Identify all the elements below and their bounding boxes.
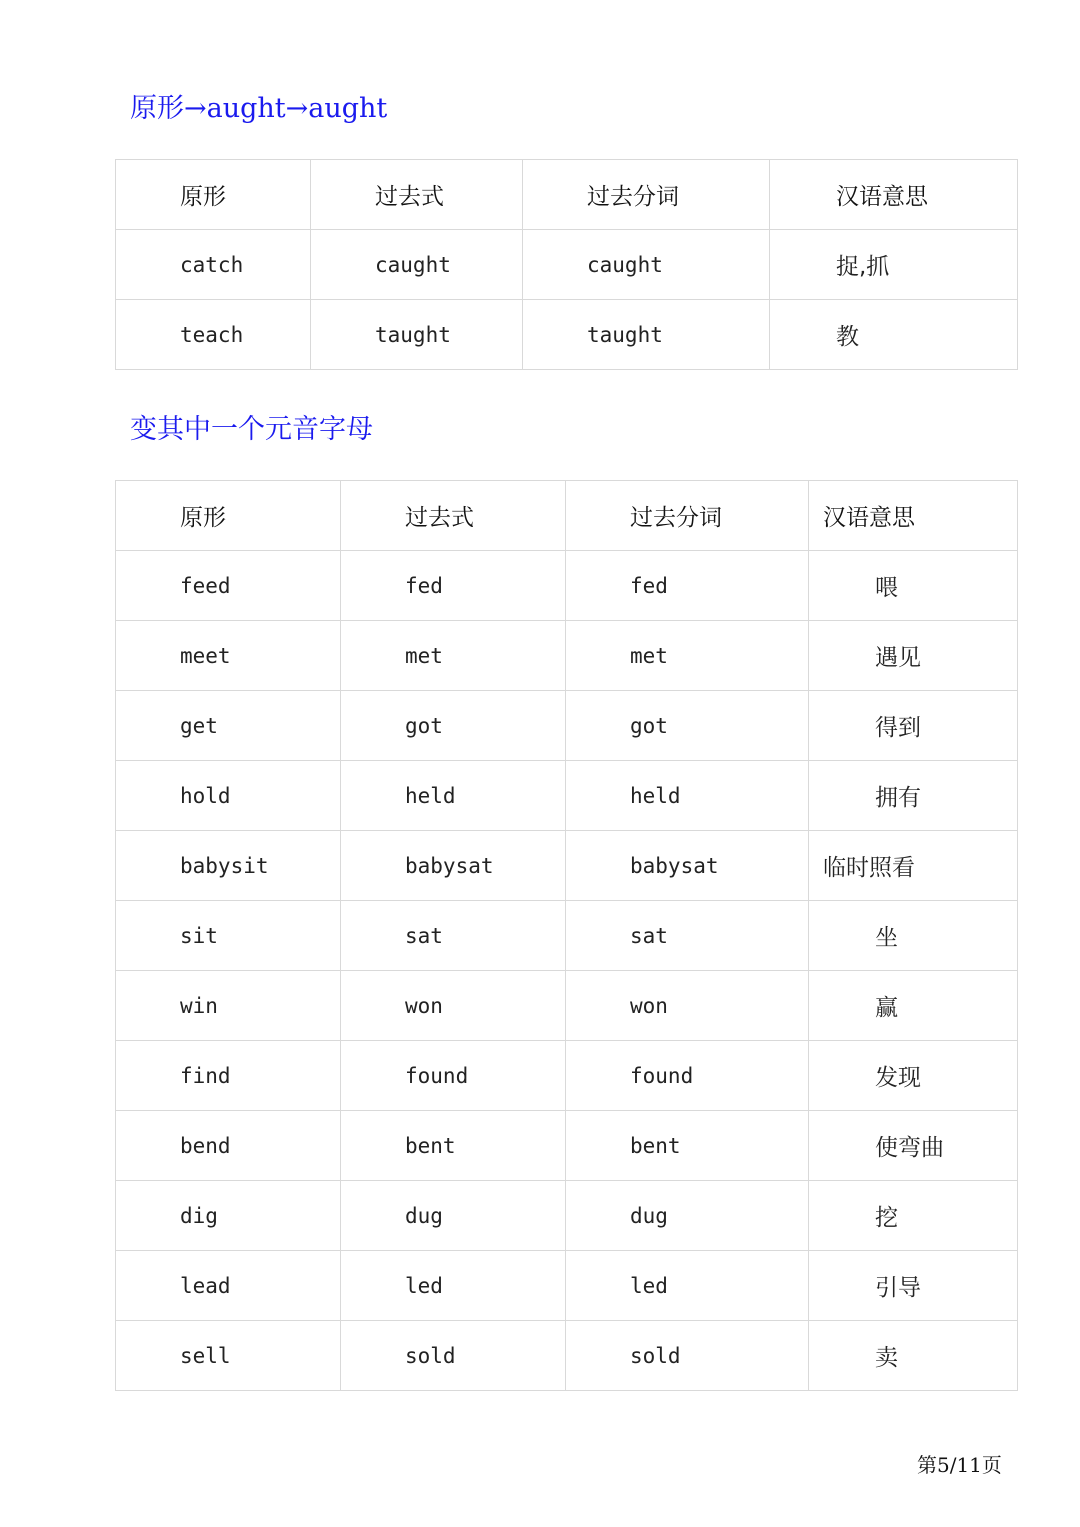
- column-header-chinese-meaning: 汉语意思: [770, 160, 1018, 230]
- cell-past-participle: won: [566, 971, 809, 1041]
- verb-table-vowel-change: [115, 480, 1018, 1391]
- cell-base-form: lead: [116, 1251, 341, 1321]
- cell-chinese-meaning: 使弯曲: [809, 1111, 1018, 1181]
- column-header-past-tense: 过去式: [341, 481, 566, 551]
- cell-past-participle: fed: [566, 551, 809, 621]
- verb-table-aught: [115, 159, 1018, 370]
- cell-chinese-meaning: 临时照看: [809, 831, 1018, 901]
- table-row: [116, 831, 1018, 901]
- table-row: [116, 551, 1018, 621]
- cell-base-form: get: [116, 691, 341, 761]
- cell-past-participle: caught: [523, 230, 770, 300]
- cell-base-form: hold: [116, 761, 341, 831]
- section-title-aught: 原形→aught→aught: [130, 93, 388, 124]
- cell-chinese-meaning: 拥有: [809, 761, 1018, 831]
- cell-past-tense: held: [341, 761, 566, 831]
- table-row: [116, 971, 1018, 1041]
- cell-past-participle: dug: [566, 1181, 809, 1251]
- table-row: [116, 1321, 1018, 1391]
- cell-base-form: meet: [116, 621, 341, 691]
- cell-past-tense: bent: [341, 1111, 566, 1181]
- cell-past-tense: won: [341, 971, 566, 1041]
- cell-base-form: find: [116, 1041, 341, 1111]
- cell-chinese-meaning: 卖: [809, 1321, 1018, 1391]
- column-header-past-participle: 过去分词: [566, 481, 809, 551]
- page-number: 第5/11页: [917, 1453, 1002, 1477]
- cell-base-form: feed: [116, 551, 341, 621]
- cell-past-tense: sat: [341, 901, 566, 971]
- cell-base-form: win: [116, 971, 341, 1041]
- column-header-base-form: 原形: [116, 481, 341, 551]
- cell-base-form: teach: [116, 300, 311, 370]
- column-header-chinese-meaning: 汉语意思: [809, 481, 1018, 551]
- cell-chinese-meaning: 赢: [809, 971, 1018, 1041]
- cell-base-form: dig: [116, 1181, 341, 1251]
- cell-past-participle: bent: [566, 1111, 809, 1181]
- column-header-past-participle: 过去分词: [523, 160, 770, 230]
- cell-past-tense: fed: [341, 551, 566, 621]
- table-row: [116, 1111, 1018, 1181]
- cell-chinese-meaning: 坐: [809, 901, 1018, 971]
- cell-chinese-meaning: 教: [770, 300, 1018, 370]
- cell-chinese-meaning: 引导: [809, 1251, 1018, 1321]
- cell-chinese-meaning: 发现: [809, 1041, 1018, 1111]
- cell-past-participle: found: [566, 1041, 809, 1111]
- cell-past-participle: got: [566, 691, 809, 761]
- cell-base-form: babysit: [116, 831, 341, 901]
- table-row: [116, 1181, 1018, 1251]
- cell-past-participle: taught: [523, 300, 770, 370]
- cell-past-participle: met: [566, 621, 809, 691]
- table-row: [116, 901, 1018, 971]
- cell-past-tense: babysat: [341, 831, 566, 901]
- cell-past-tense: found: [341, 1041, 566, 1111]
- cell-past-tense: sold: [341, 1321, 566, 1391]
- cell-past-tense: met: [341, 621, 566, 691]
- table-row: [116, 1041, 1018, 1111]
- cell-base-form: sell: [116, 1321, 341, 1391]
- cell-past-participle: held: [566, 761, 809, 831]
- cell-chinese-meaning: 挖: [809, 1181, 1018, 1251]
- table-row: [116, 230, 1018, 300]
- cell-past-participle: sat: [566, 901, 809, 971]
- column-header-past-tense: 过去式: [311, 160, 523, 230]
- cell-past-tense: led: [341, 1251, 566, 1321]
- cell-past-participle: sold: [566, 1321, 809, 1391]
- table-row: [116, 1251, 1018, 1321]
- header-row: [116, 481, 1018, 551]
- cell-chinese-meaning: 捉,抓: [770, 230, 1018, 300]
- cell-base-form: sit: [116, 901, 341, 971]
- section-title-vowel-change: 变其中一个元音字母: [130, 414, 373, 445]
- cell-chinese-meaning: 得到: [809, 691, 1018, 761]
- table-row: [116, 761, 1018, 831]
- cell-chinese-meaning: 遇见: [809, 621, 1018, 691]
- cell-past-tense: got: [341, 691, 566, 761]
- cell-base-form: bend: [116, 1111, 341, 1181]
- cell-past-tense: taught: [311, 300, 523, 370]
- cell-past-tense: caught: [311, 230, 523, 300]
- cell-past-participle: led: [566, 1251, 809, 1321]
- header-row: [116, 160, 1018, 230]
- cell-chinese-meaning: 喂: [809, 551, 1018, 621]
- table-row: [116, 621, 1018, 691]
- column-header-base-form: 原形: [116, 160, 311, 230]
- table-row: [116, 691, 1018, 761]
- cell-past-participle: babysat: [566, 831, 809, 901]
- cell-past-tense: dug: [341, 1181, 566, 1251]
- cell-base-form: catch: [116, 230, 311, 300]
- table-row: [116, 300, 1018, 370]
